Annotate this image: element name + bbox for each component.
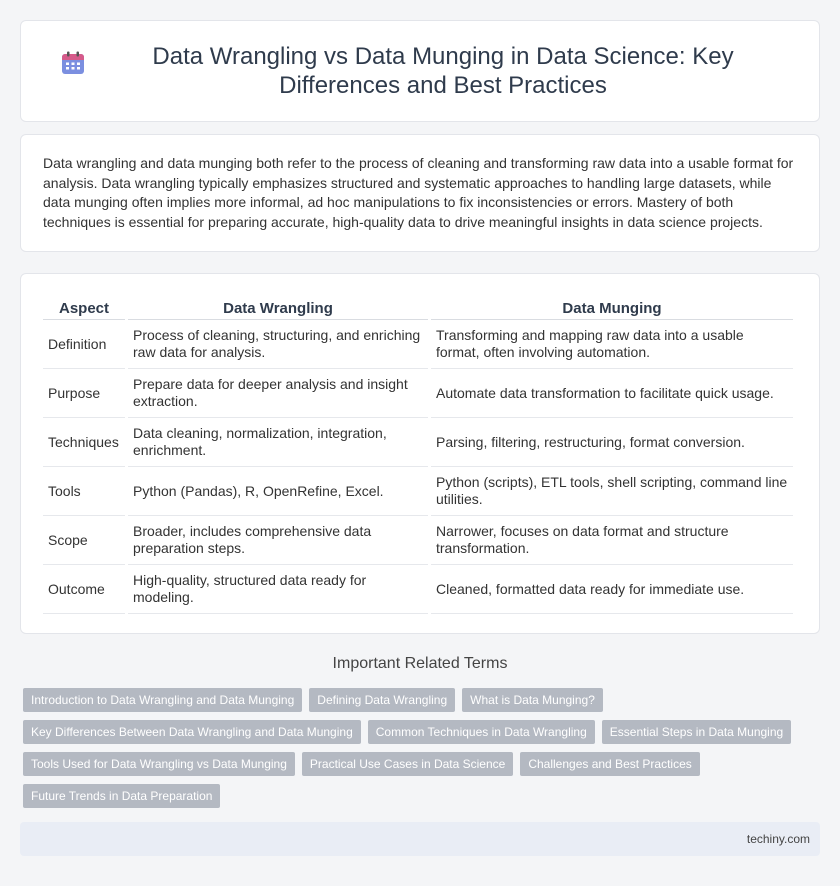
tag-row <box>23 688 823 712</box>
related-terms-tags <box>23 688 823 816</box>
header-card <box>20 20 820 122</box>
intro-card <box>20 134 820 252</box>
table-cell-munging: Automate data transformation to facilitate quick usage. <box>431 369 793 418</box>
table-cell-aspect: Purpose <box>43 369 125 418</box>
table-cell-wrangling: Python (Pandas), R, OpenRefine, Excel. <box>128 467 428 516</box>
header-data-munging: Data Munging <box>431 294 793 320</box>
table-cell-aspect: Scope <box>43 516 125 565</box>
comparison-table-card <box>20 273 820 634</box>
header-data-wrangling: Data Wrangling <box>128 294 428 320</box>
table-row <box>43 320 793 369</box>
table-row <box>43 565 793 614</box>
table-header-row <box>43 294 793 320</box>
tag-practical-use-cases[interactable]: Practical Use Cases in Data Science <box>302 752 513 776</box>
table-cell-wrangling: Process of cleaning, structuring, and enriching raw data for analysis. <box>128 320 428 369</box>
table-cell-wrangling: Broader, includes comprehensive data preparation steps. <box>128 516 428 565</box>
tag-defining-data-wrangling[interactable]: Defining Data Wrangling <box>309 688 455 712</box>
footer <box>20 822 820 856</box>
tag-future-trends[interactable]: Future Trends in Data Preparation <box>23 784 220 808</box>
header-aspect: Aspect <box>43 294 125 320</box>
table-row <box>43 467 793 516</box>
tag-row <box>23 784 823 808</box>
tag-challenges[interactable]: Challenges and Best Practices <box>520 752 699 776</box>
calendar-icon <box>60 50 86 76</box>
table-cell-wrangling: Data cleaning, normalization, integration, enrichment. <box>128 418 428 467</box>
tag-common-techniques[interactable]: Common Techniques in Data Wrangling <box>368 720 595 744</box>
tag-row <box>23 752 823 776</box>
table-row <box>43 369 793 418</box>
comparison-table <box>40 294 796 614</box>
table-cell-munging: Python (scripts), ETL tools, shell scripting, command line utilities. <box>431 467 793 516</box>
tag-what-is-data-munging[interactable]: What is Data Munging? <box>462 688 603 712</box>
related-terms-title: Important Related Terms <box>332 655 508 672</box>
table-cell-munging: Parsing, filtering, restructuring, format conversion. <box>431 418 793 467</box>
tag-key-differences[interactable]: Key Differences Between Data Wrangling and Data Munging <box>23 720 361 744</box>
table-cell-wrangling: Prepare data for deeper analysis and insight extraction. <box>128 369 428 418</box>
table-cell-munging: Cleaned, formatted data ready for immediate use. <box>431 565 793 614</box>
table-cell-munging: Transforming and mapping raw data into a usable format, often involving automation. <box>431 320 793 369</box>
table-cell-aspect: Definition <box>43 320 125 369</box>
table-cell-aspect: Techniques <box>43 418 125 467</box>
tag-tools-used[interactable]: Tools Used for Data Wrangling vs Data Munging <box>23 752 295 776</box>
page-title: Data Wrangling vs Data Munging in Data Science: Key Differences and Best Practices <box>152 43 734 99</box>
tag-introduction[interactable]: Introduction to Data Wrangling and Data Munging <box>23 688 302 712</box>
tag-essential-steps[interactable]: Essential Steps in Data Munging <box>602 720 791 744</box>
footer-site[interactable]: techiny.com <box>746 832 810 846</box>
table-row <box>43 516 793 565</box>
table-cell-wrangling: High-quality, structured data ready for modeling. <box>128 565 428 614</box>
table-row <box>43 418 793 467</box>
table-cell-aspect: Outcome <box>43 565 125 614</box>
table-cell-aspect: Tools <box>43 467 125 516</box>
table-cell-munging: Narrower, focuses on data format and structure transformation. <box>431 516 793 565</box>
intro-text: Data wrangling and data munging both refer to the process of cleaning and transforming raw data into a usable format for analysis. Data wrangling typically emphasizes structured and systematic approaches to handling large datasets, while data munging often implies more informal, ad hoc manipulations to fix inconsistencies or errors. Mastery of both techniques is essential for preparing accurate, high-quality data to drive meaningful insights in data science projects. <box>43 155 794 230</box>
tag-row <box>23 720 823 744</box>
